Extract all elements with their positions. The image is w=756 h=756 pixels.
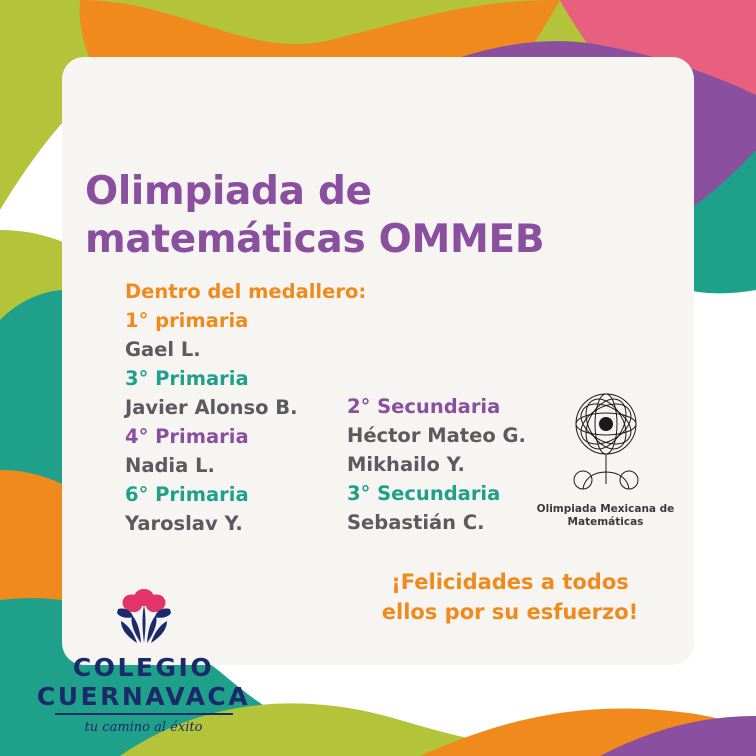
divider xyxy=(55,713,233,715)
ommeb-flower-icon xyxy=(552,388,660,496)
list-item: Mikhailo Y. xyxy=(347,453,465,476)
list-item: 6° Primaria xyxy=(125,483,249,506)
omm-logo xyxy=(528,388,683,529)
list-item: Nadia L. xyxy=(125,454,215,477)
closing-message xyxy=(345,567,675,627)
closing-line-2: ellos por su esfuerzo! xyxy=(381,600,639,624)
list-item: Héctor Mateo G. xyxy=(347,424,526,447)
colegio-cuernavaca-crest-icon xyxy=(88,585,200,647)
list-item: 3° Primaria xyxy=(125,367,249,390)
list-item: Gael L. xyxy=(125,338,201,361)
list-item: 3° Secundaria xyxy=(347,482,501,505)
page-title: Olimpiada de matemáticas OMMEB xyxy=(85,169,545,262)
school-logo xyxy=(36,585,251,735)
list-item: 1° primaria xyxy=(125,309,249,332)
list-subtitle: Dentro del medallero: xyxy=(125,280,367,303)
list-item: Sebastián C. xyxy=(347,511,485,534)
school-name-line-1: COLEGIO xyxy=(72,653,215,682)
list-item: Javier Alonso B. xyxy=(125,396,298,419)
list-item: Yaroslav Y. xyxy=(125,512,243,535)
list-item: 4° Primaria xyxy=(125,425,249,448)
school-name-line-2: CUERNAVACA xyxy=(36,682,251,711)
list-item: 2° Secundaria xyxy=(347,395,501,418)
medal-list-left xyxy=(125,277,367,538)
omm-logo-caption: Olimpiada Mexicana de Matemáticas xyxy=(536,503,675,528)
closing-line-1: ¡Felicidades a todos xyxy=(391,570,629,594)
school-tagline: tu camino al éxito xyxy=(84,720,203,735)
